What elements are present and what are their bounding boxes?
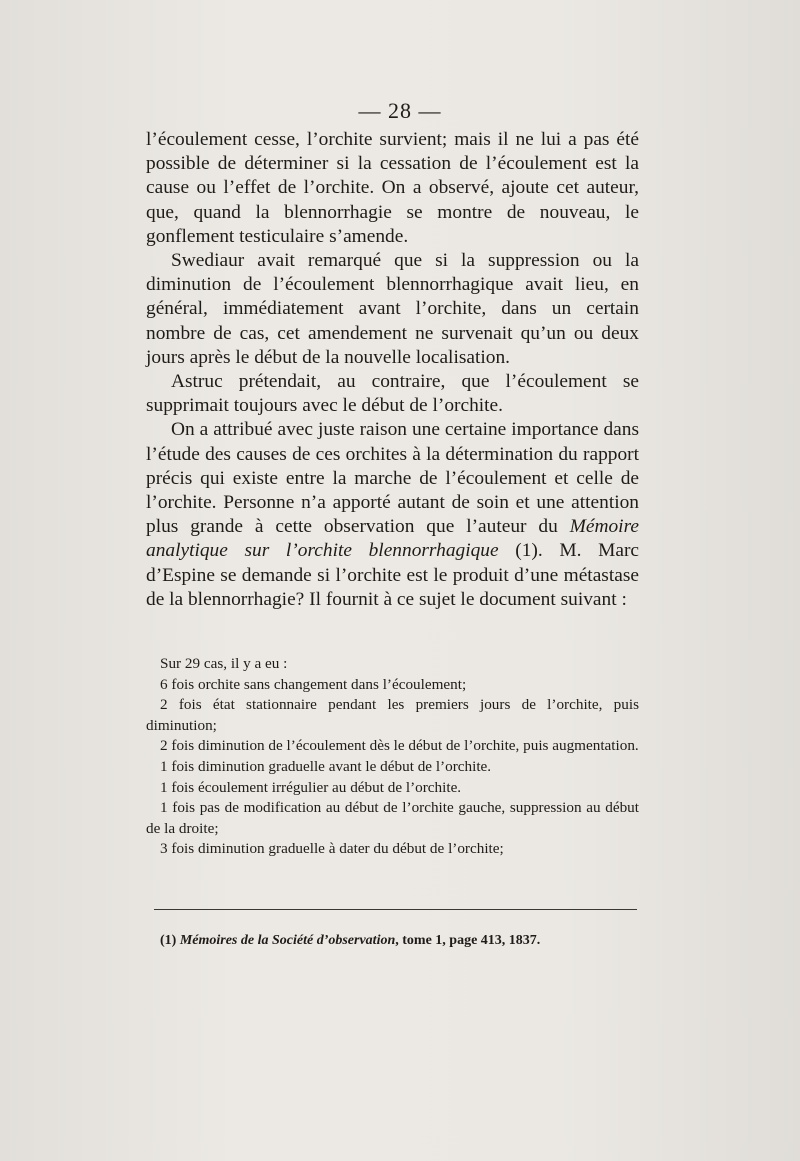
main-text <box>146 128 639 612</box>
paragraph-4-text-b: M. Marc d’Espine se demande si l’orchite est le produit d’une métastase de la blennorrhagie? Il fournit à ce sujet le document suivant : <box>146 540 640 610</box>
list-item: 1 fois écoulement irrégulier au début de l’orchite. <box>160 778 462 796</box>
list-item: 2 fois diminution de l’écoulement dès le début de l’orchite, puis augmentation. <box>160 737 639 755</box>
paragraph-4-text-a: On a attribué avec juste raison une certaine importance dans l’étude des causes de ces orchites à la détermination du rapport précis qui existe entre la marche de l’écoulement et celle de l’orchite. Personne n’a apporté autant de soin et une attention plus grande à cette observation que l’auteur du <box>146 419 639 538</box>
cited-work-title: Mémoire analytique sur l’orchite blennorrhagique <box>146 516 639 562</box>
list-item: 1 fois diminution graduelle avant le début de l’orchite. <box>160 757 492 775</box>
paragraph-4 <box>146 418 639 612</box>
paragraph-2: Swediaur avait remarqué que si la suppression ou la diminution de l’écoulement blennorrhagique avait lieu, en général, immédiatement avant l’orchite, dans un certain nombre de cas, cet amendement ne survenait qu’un ou deux jours après le début de la nouvelle localisation. <box>146 250 639 368</box>
paragraph-3: Astruc prétendait, au contraire, que l’écoulement se supprimait toujours avec le début de l’orchite. <box>146 371 639 417</box>
footnote-title: Mémoires de la Société d’observation <box>179 933 396 948</box>
page-number: — 28 — <box>358 98 442 123</box>
list-item: 6 fois orchite sans changement dans l’écoulement; <box>160 675 467 693</box>
list-item: 1 fois pas de modification au début de l’orchite gauche, suppression au début de la droite; <box>146 799 639 837</box>
list-item: 3 fois diminution graduelle à dater du début de l’orchite; <box>160 840 504 858</box>
list-item: 2 fois état stationnaire pendant les premiers jours de l’orchite, puis diminution; <box>146 696 639 734</box>
footnote-marker: (1) <box>160 933 180 948</box>
footnote-details: , tome 1, page 413, 1837. <box>395 933 541 948</box>
case-list-intro: Sur 29 cas, il y a eu : <box>160 655 288 672</box>
footnote-reference: (1). <box>498 540 560 562</box>
paragraph-1: l’écoulement cesse, l’orchite survient; mais il ne lui a pas été possible de déterminer si la cessation de l’écoulement est la cause ou l’effet de l’orchite. On a observé, ajoute cet auteur, que, quand la blennorrhagie se montre de nouveau, le gonflement testiculaire s’amende. <box>146 129 639 247</box>
footnote <box>160 932 640 950</box>
footnote-divider <box>154 909 637 910</box>
case-list <box>146 654 639 860</box>
